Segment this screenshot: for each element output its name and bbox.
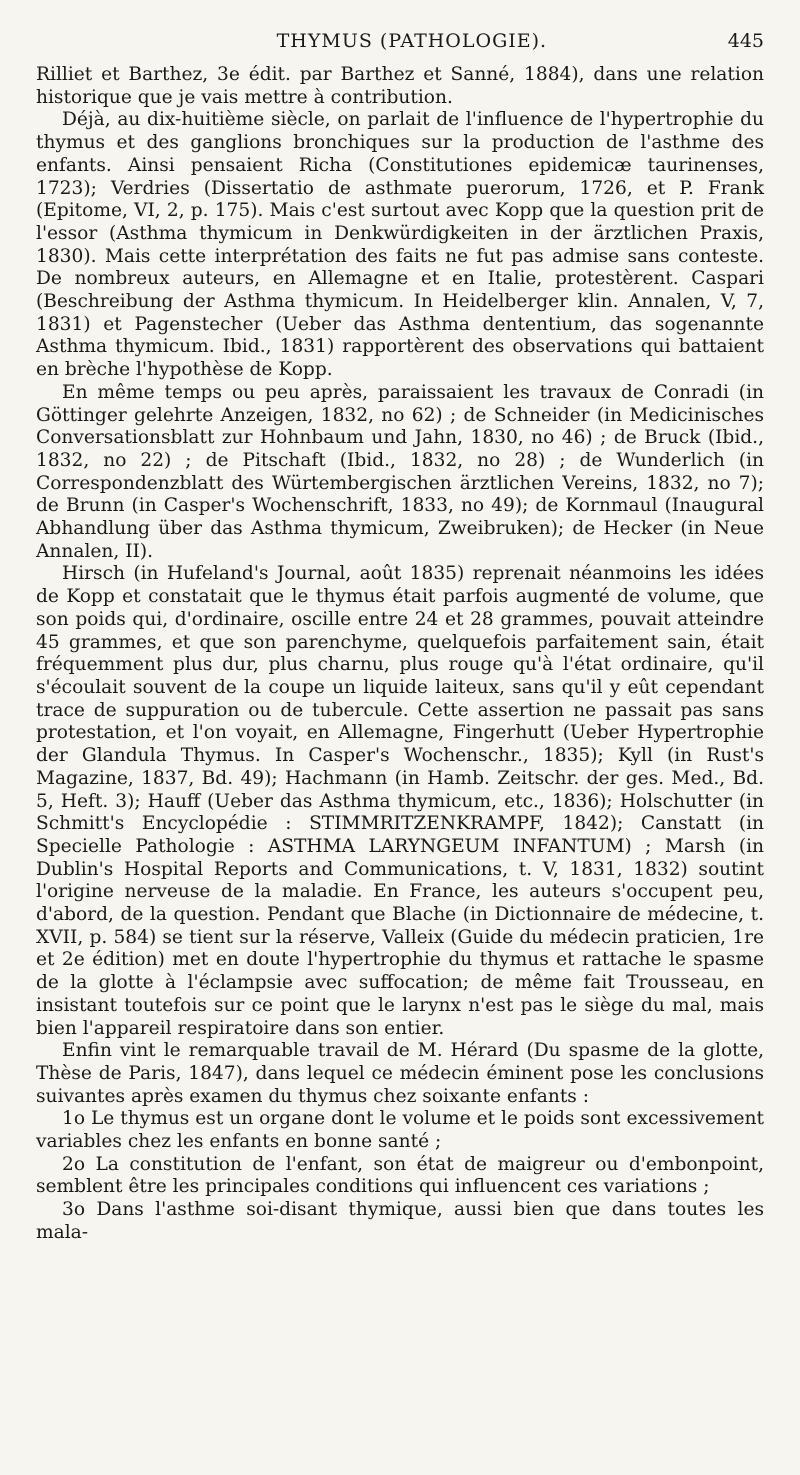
running-title: THYMUS (PATHOLOGIE). <box>276 30 548 52</box>
paragraph: En même temps ou peu après, paraissaient les travaux de Conradi (in Göttinger gelehrte Anzeigen, 1832, no 62) ; de Schneider (in Medicinisches Conversationsblatt zur Hohnbaum und Jahn, 1830, no 46) ; de Bruck (Ibid., 1832, no 22) ; de Pitschaft (Ibid., 1832, no 28) ; de Wunderlich (in Correspondenzblatt des Würtembergischen ärztlichen Vereins, 1832, no 7); de Brunn (in Casper's Wochenschrift, 1833, no 49); de Kornmaul (Inaugural Abhandlung über das Asthma thymicum, Zweibruken); de Hecker (in Neue Annalen, II). <box>36 381 764 562</box>
page-header <box>36 30 764 58</box>
paragraph: Déjà, au dix-huitième siècle, on parlait de l'influence de l'hypertrophie du thymus et des ganglions bronchiques sur la production de l'asthme des enfants. Ainsi pensaient Richa (Constitutiones epidemicæ taurinenses, 1723); Verdries (Dissertatio de asthmate puerorum, 1726, et P. Frank (Epitome, VI, 2, p. 175). Mais c'est surtout avec Kopp que la question prit de l'essor (Asthma thymicum in Denkwürdigkeiten in der ärztlichen Praxis, 1830). Mais cette interprétation des faits ne fut pas admise sans conteste. De nombreux auteurs, en Allemagne et en Italie, protestèrent. Caspari (Beschreibung der Asthma thymicum. In Heidelberger klin. Annalen, V, 7, 1831) et Pagenstecher (Ueber das Asthma dententium, das sogenannte Asthma thymicum. Ibid., 1831) rapportèrent des observations qui battaient en brèche l'hypothèse de Kopp. <box>36 109 764 381</box>
list-item: 1o Le thymus est un organe dont le volume et le poids sont excessivement variables chez les enfants en bonne santé ; <box>36 1108 764 1153</box>
list-item: 3o Dans l'asthme soi-disant thymique, aussi bien que dans toutes les mala- <box>36 1199 764 1243</box>
body-text <box>36 64 764 1245</box>
page-number: 445 <box>727 30 764 52</box>
paragraph: Enfin vint le remarquable travail de M. Hérard (Du spasme de la glotte, Thèse de Paris, 1847), dans lequel ce médecin éminent pose les conclusions suivantes après examen du thymus chez soixante enfants : <box>36 1040 764 1107</box>
paragraph: Hirsch (in Hufeland's Journal, août 1835) reprenait néanmoins les idées de Kopp et constatait que le thymus était parfois augmenté de volume, que son poids qui, d'ordinaire, oscille entre 24 et 28 grammes, pouvait atteindre 45 grammes, et que son parenchyme, quelquefois parfaitement sain, était fréquemment plus dur, plus charnu, plus rouge qu'à l'état ordinaire, qu'il s'écoulait souvent de la coupe un liquide laiteux, sans qu'il y eût cependant trace de suppuration ou de tubercule. Cette assertion ne passait pas sans protestation, et l'on voyait, en Allemagne, Fingerhutt (Ueber Hypertrophie der Glandula Thymus. In Casper's Wochenschr., 1835); Kyll (in Rust's Magazine, 1837, Bd. 49); Hachmann (in Hamb. Zeitschr. der ges. Med., Bd. 5, Heft. 3); Hauff (Ueber das Asthma thymicum, etc., 1836); Holschutter (in Schmitt's Encyclopédie : STIMMRITZENKRAMPF, 1842); Canstatt (in Specielle Pathologie : ASTHMA LARYNGEUM INFANTUM) ; Marsh (in Dublin's Hospital Reports and Communications, t. V, 1831, 1832) soutint l'origine nerveuse de la maladie. En France, les auteurs s'occupent peu, d'abord, de la question. Pendant que Blache (in Dictionnaire de médecine, t. XVII, p. 584) se tient sur la réserve, Valleix (Guide du médecin praticien, 1re et 2e édition) met en doute l'hypertrophie du thymus et rattache le spasme de la glotte à l'éclampsie avec suffocation; de même fait Trousseau, en insistant toutefois sur ce point que le larynx n'est pas le siège du mal, mais bien l'appareil respiratoire dans son entier. <box>36 563 764 1039</box>
list-item: 2o La constitution de l'enfant, son état de maigreur ou d'embonpoint, semblent être les principales conditions qui influencent ces variations ; <box>36 1153 764 1198</box>
paragraph: Rilliet et Barthez, 3e édit. par Barthez et Sanné, 1884), dans une relation historique que je vais mettre à contribution. <box>36 64 764 108</box>
